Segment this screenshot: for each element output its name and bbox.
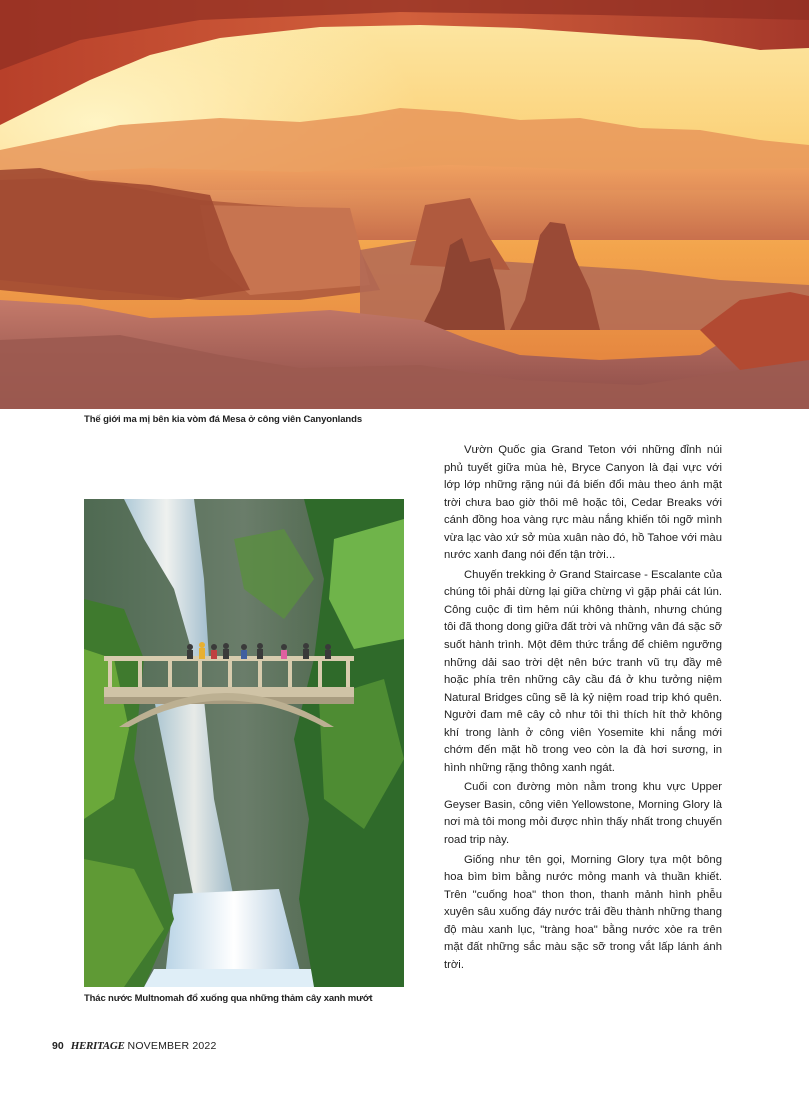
article-paragraph: Vườn Quốc gia Grand Teton với những đỉnh núi phủ tuyết giữa mùa hè, Bryce Canyon là đại vực với lớp lớp những rặng núi đá biến đổi màu theo ánh mặt trời chưa bao giờ thôi mê hoặc tôi, Cedar Breaks với cánh đồng hoa vàng rực màu nắng khiến tôi ngỡ mình vừa lạc vào xứ sở mùa xuân nào đó, hồ Tahoe với màu nước xanh đang nói đến tận trời... xyxy=(444,444,722,562)
hero-photo xyxy=(0,0,809,409)
hero-caption: Thế giới ma mị bên kia vòm đá Mesa ở công viên Canyonlands xyxy=(84,414,362,425)
article-paragraph: Cuối con đường mòn nằm trong khu vực Upper Geyser Basin, công viên Yellowstone, Morning Glory là nơi mà tôi mong mỏi được nhìn thấy nhất trong chuyến road trip này. xyxy=(444,781,722,847)
article-paragraph: Giống như tên gọi, Morning Glory tựa một bông hoa bìm bìm bằng nước mỏng manh và thuần khiết. Trên "cuống hoa" thon thon, thanh mảnh hình phễu xuyên sâu xuống đáy nước trải đều thành những thang độ màu xanh lục, "tràng hoa" bằng nước xòe ra trên mặt đất những sắc màu sặc sỡ trong vắt lấp lánh ánh trời. xyxy=(444,853,722,971)
page-number: 90 xyxy=(52,1040,64,1052)
article-paragraph: Chuyến trekking ở Grand Staircase - Escalante của chúng tôi phải dừng lại giữa chừng vì gặp phải cát lún. Công cuộc đi tìm hẻm núi không thành, nhưng chúng tôi đã thong dong giữa đất trời và những vân đá sặc sỡ suốt hành trình. Một đêm thức trắng để chiêm ngưỡng những dải sao trời dệt nên bức tranh vũ trụ đầy mê hoặc phía trên những cây cầu đá ở khu tưởng niệm Natural Bridges cũng sẽ là kỷ niệm road trip khó quên. Người đam mê cây cỏ như tôi thì thích hít thở không khí trong lành ở công viên Yosemite khi nắng mới chớm đến mặt hồ trong veo còn la đà hơi sương, in hình những rặng thông xanh ngát. xyxy=(444,568,722,774)
page-footer xyxy=(52,1040,217,1054)
issue-date: NOVEMBER 2022 xyxy=(127,1040,217,1052)
magazine-logo: HERITAGE xyxy=(70,1040,125,1052)
waterfall-caption: Thác nước Multnomah đổ xuống qua những thảm cây xanh mướt xyxy=(84,993,373,1004)
article-body xyxy=(444,442,722,976)
waterfall-photo xyxy=(84,499,404,987)
